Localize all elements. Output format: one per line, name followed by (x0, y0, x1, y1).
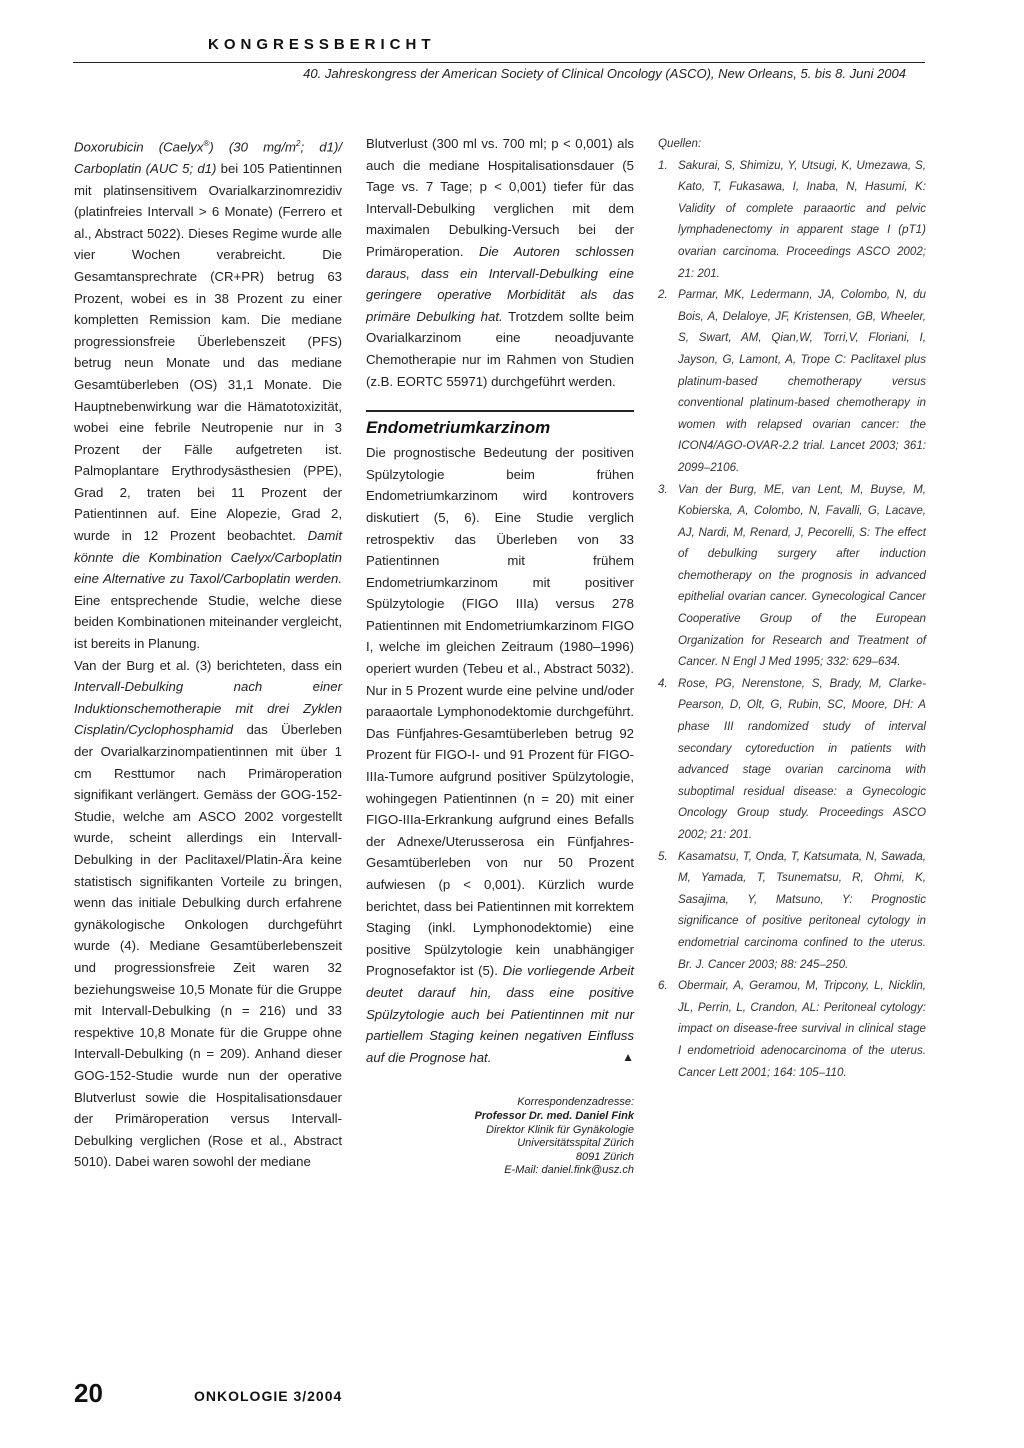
journal-issue: ONKOLOGIE 3/2004 (194, 1388, 343, 1404)
reference-number: 4. (658, 676, 668, 690)
correspondence-email: E-Mail: daniel.fink@usz.ch (504, 1164, 634, 1177)
references-title: Quellen: (658, 137, 702, 150)
registered-mark: ® (203, 139, 210, 148)
page-number: 20 (74, 1378, 103, 1408)
body-text: Blutverlust (300 ml vs. 700 ml; p < 0,001) als auch die mediane Hospitalisationsdauer (5 Tage vs. 7 Tage; p < 0,001) tiefer für das Intervall-Debulking verglichen mit dem maximalen Debulking-Versuch bei der Primäroperation. (366, 136, 634, 259)
body-text: Eine entsprechende Studie, welche diese beiden Kombinationen miteinander vergleicht, ist bereits in Planung. (74, 592, 342, 652)
reference-number: 1. (658, 158, 668, 172)
reference-item (658, 673, 926, 846)
reference-text: Parmar, MK, Ledermann, JA, Colombo, N, du Bois, A, Delaloye, JF, Kristensen, GB, Wheeler, S, Swart, AM, Qian,W, Torri,V, Floriani, I, Jayson, G, Lamont, A, Trope C: Paclitaxel plus platinum-based chemotherapy versus conventional platinum-based chemotherapy in women with relapsed ovarian cancer: the ICON4/AGO-OVAR-2.2 trial. Lancet 2003; 361: 2099–2106. (678, 288, 926, 474)
italic-text: ) (30 mg/m (209, 139, 297, 155)
italic-text: Die vorliegende Arbeit deutet darauf hin, dass eine positive Spülzytologie auch bei Patientinnen mit nur partiellem Staging keinen negativen Einfluss auf die Prognose hat. (366, 963, 634, 1065)
subheading-rule (366, 410, 634, 412)
body-text: Trotzdem sollte beim Ovarialkarzinom eine neoadjuvante Chemotherapie nur im Rahmen von Studien (z.B. EORTC 55971) durchgeführt werden. (366, 308, 634, 389)
correspondence-label: Korrespondenzadresse: (517, 1096, 634, 1109)
text-column-2 (366, 133, 634, 1178)
paragraph (74, 133, 342, 655)
section-title: KONGRESSBERICHT (208, 36, 436, 53)
reference-number: 6. (658, 979, 668, 993)
correspondence-line: Universitätsspital Zürich (517, 1137, 634, 1150)
italic-text: Doxorubicin (Caelyx (74, 139, 204, 155)
correspondence-address (366, 1096, 634, 1178)
reference-item (658, 155, 926, 285)
reference-item (658, 479, 926, 673)
body-text: Die prognostische Bedeutung der positiven Spülzytologie beim frühen Endometriumkarzinom wird kontrovers diskutiert (5, 6). Eine Studie verglich retrospektiv das Überleben von 33 Patientinnen mit frühem Endometriumkarzinom mit positiver Spülzytologie (FIGO IIIa) versus 278 Patientinnen mit Endometriumkarzinom FIGO I, welche im gleichen Zeitraum (1980–1996) operiert wurden (Tebeu et al., Abstract 5032). Nur in 5 Prozent wurde eine pelvine und/oder paraaortale Lymphonodektomie durchgeführt. Das Fünfjahres-Gesamtüberleben betrug 92 Prozent für FIGO-I- und 91 Prozent für FIGO-IIIa-Tumore aufgrund positiver Spülzytologie, wohingegen Patientinnen (n = 20) mit einer FIGO-IIIa-Erkrankung aufgrund eines Befalls der Adnexe/Uterusserosa ein Fünfjahres-Gesamtüberleben von nur 50 Prozent aufwiesen (p < 0,001). Kürzlich wurde berichtet, dass bei Patientinnen mit korrektem Staging (inkl. Lymphonodektomie) eine positive Spülzytologie kein unabhängiger Prognosefaktor ist (5). (366, 445, 634, 979)
reference-text: Kasamatsu, T, Onda, T, Katsumata, N, Sawada, M, Yamada, T, Tsunematsu, R, Ohmi, K, Sasajima, Y, Matsuno, Y: Prognostic significance of positive peritoneal cytology in endometrial carcinoma confined to the uterus. Br. J. Cancer 2003; 88: 245–250. (678, 849, 926, 971)
reference-number: 2. (658, 288, 668, 302)
italic-text: Intervall-Debulking nach einer Induktionschemotherapie mit drei Zyklen Cisplatin/Cyclophosphamid (74, 679, 342, 738)
references-column (658, 133, 926, 1083)
superscript: 2 (296, 139, 301, 148)
body-text: Van der Burg et al. (3) berichteten, dass ein (74, 657, 342, 673)
italic-text: Die Autoren schlossen daraus, dass ein Intervall-Debulking eine geringere operative Morbidität als das primäre Debulking hat. (366, 243, 634, 324)
end-triangle-icon: ▲ (622, 1049, 634, 1064)
reference-text: Van der Burg, ME, van Lent, M, Buyse, M, Kobierska, A, Colombo, N, Favalli, G, Lacave, AJ, Nardi, M, Renard, J, Pecorelli, S: The effect of debulking surgery after induction chemotherapy on the prognosis in advanced epithelial ovarian cancer. Gynecological Cancer Cooperative Group of the European Organization for Research and Treatment of Cancer. N Engl J Med 1995; 332: 629–634. (678, 482, 926, 669)
paragraph (74, 655, 342, 1173)
correspondence-line: 8091 Zürich (575, 1150, 634, 1163)
reference-text: Sakurai, S, Shimizu, Y, Utsugi, K, Umezawa, S, Kato, T, Fukasawa, I, Inaba, N, Hasumi, K: Validity of complete paraaortic and pelvic lymphadenectomy in apparent stage I (pT1) ovarian carcinoma. Proceedings ASCO 2002; 21: 201. (678, 158, 926, 280)
reference-number: 5. (658, 849, 668, 863)
reference-text: Rose, PG, Nerenstone, S, Brady, M, Clarke-Pearson, D, Olt, G, Rubin, SC, Moore, DH: A phase III randomized study of interval secondary cytoreduction in patients with advanced stage ovarian carcinoma with suboptimal residual disease: a Gynecologic Oncology Group study. Proceedings ASCO 2002; 21: 201. (678, 676, 926, 841)
paragraph (366, 133, 634, 392)
body-text: bei 105 Patientinnen mit platinsensitivem Ovarialkarzinomrezidiv (platinfreies Intervall > 6 Monate) (Ferrero et al., Abstract 5022). Dieses Regime wurde alle vier Wochen verabreicht. Die Gesamtansprechrate (CR+PR) betrug 63 Prozent, wobei es in 38 Prozent zu einer kompletten Remission kam. Die mediane progressionsfreie Überlebenszeit (PFS) betrug neun Monate und das mediane Gesamtüberleben (OS) 31,1 Monate. Die Hauptnebenwirkung war die Hämatotoxizität, wobei eine febrile Neutropenie nur in 3 Prozent der Fälle aufgetreten ist. Palmoplantare Erythrodysästhesien (PPE), Grad 2, traten bei 11 Prozent der Patientinnen auf. Eine Alopezie, Grad 2, wurde in 12 Prozent beobachtet. (74, 160, 342, 544)
reference-item (658, 284, 926, 478)
paragraph (366, 442, 634, 1068)
congress-subtitle: 40. Jahreskongress der American Society of Clinical Oncology (ASCO), New Orleans, 5. bis 8. Juni 2004 (303, 66, 906, 81)
reference-item (658, 846, 926, 976)
italic-text: Damit könnte die Kombination Caelyx/Carboplatin eine Alternative zu Taxol/Carboplatin werden. (74, 528, 342, 587)
reference-item (658, 975, 926, 1083)
body-text: das Überleben der Ovarialkarzinompatientinnen mit über 1 cm Resttumor nach Primäroperation signifikant verlängert. Gemäss der GOG-152-Studie, welche am ASCO 2002 vorgestellt wurde, scheint allerdings ein Intervall-Debulking in der Paclitaxel/Platin-Ära keine statistisch signifikanten Vorteile zu bringen, wenn das initiale Debulking durch erfahrene gynäkologische Onkologen durchgeführt wurde (4). Mediane Gesamtüberlebenszeit und progressionsfreie Zeit waren 32 beziehungsweise 10,5 Monate für die Gruppe mit Intervall-Debulking (n = 216) und 33 respektive 10,8 Monate für die Gruppe ohne Intervall-Debulking (n = 209). Anhand dieser GOG-152-Studie wurde nun der operative Blutverlust sowie die Hospitalisationsdauer der Primäroperation versus Intervall-Debulking verglichen (Rose et al., Abstract 5010). Dabei waren sowohl der mediane (74, 722, 342, 1170)
text-column-1 (74, 133, 342, 1173)
subheading: Endometriumkarzinom (366, 418, 551, 438)
italic-text: ; d1)/ Carboplatin (AUC 5; d1) (74, 139, 343, 176)
reference-text: Obermair, A, Geramou, M, Tripcony, L, Nicklin, JL, Perrin, L, Crandon, AL: Peritoneal cytology: impact on disease-free survival in clinical stage I endometrioid adenocarcinoma of the uterus. Cancer Lett 2001; 164: 105–110. (678, 979, 926, 1079)
correspondence-name: Professor Dr. med. Daniel Fink (474, 1109, 634, 1122)
reference-number: 3. (658, 482, 668, 496)
correspondence-line: Direktor Klinik für Gynäkologie (486, 1123, 634, 1136)
header-rule (73, 62, 925, 63)
